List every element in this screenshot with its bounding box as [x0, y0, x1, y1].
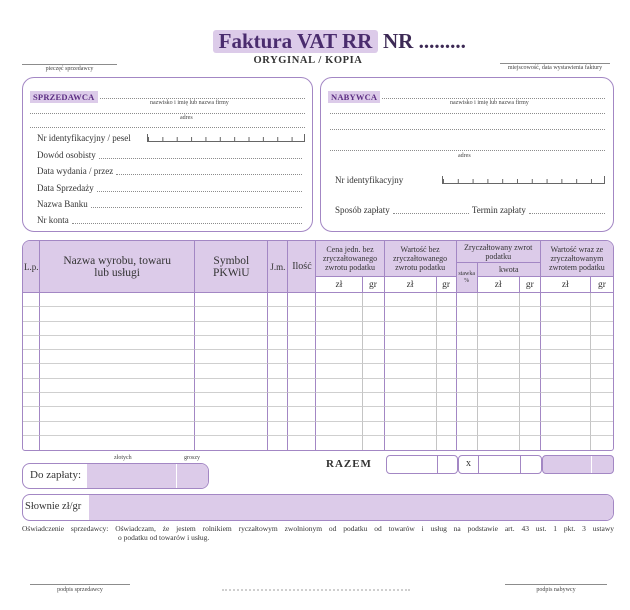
item-cell-qty[interactable] [288, 336, 316, 350]
item-cell-unit-price-zl[interactable] [316, 307, 362, 321]
item-cell-total-value-zl[interactable] [541, 350, 591, 364]
item-cell-unit-price-zl[interactable] [316, 393, 362, 407]
item-cell-refund-amount-gr[interactable] [520, 436, 541, 450]
item-cell-total-value-gr[interactable] [591, 379, 613, 393]
item-cell-net-value-gr[interactable] [437, 393, 457, 407]
total-value-box [542, 455, 614, 474]
buyer-id-label: Nr identyfikacyjny [335, 175, 404, 185]
item-cell-unit-price-gr[interactable] [363, 407, 385, 421]
item-cell-qty[interactable] [288, 407, 316, 421]
item-cell-refund-amount-zl[interactable] [478, 307, 520, 321]
seller-declaration-line-2: o podatku od towarów i usług. [118, 533, 210, 542]
item-cell-refund-rate[interactable] [457, 407, 478, 421]
item-cell-unit[interactable] [268, 350, 288, 364]
item-cell-symbol[interactable] [195, 393, 268, 407]
total-net-value-gr[interactable] [438, 456, 457, 473]
item-cell-total-value-zl[interactable] [541, 336, 591, 350]
item-cell-refund-amount-gr[interactable] [520, 336, 541, 350]
amount-in-words-label: Słownie zł/gr [25, 501, 82, 512]
item-cell-refund-rate[interactable] [457, 336, 478, 350]
item-cell-total-value-zl[interactable] [541, 322, 591, 336]
total-net-value-box [386, 455, 458, 474]
col-header-total-value: Wartość wraz ze zryczałtowanym zwrotem podatku [541, 241, 613, 277]
item-cell-net-value-gr[interactable] [437, 379, 457, 393]
item-row [23, 336, 613, 350]
item-cell-name[interactable] [40, 350, 195, 364]
invoice-title: Faktura VAT RR [213, 30, 378, 53]
item-cell-total-value-zl[interactable] [541, 436, 591, 450]
item-cell-refund-rate[interactable] [457, 393, 478, 407]
item-cell-unit-price-zl[interactable] [316, 322, 362, 336]
item-cell-total-value-zl[interactable] [541, 379, 591, 393]
item-cell-symbol[interactable] [195, 293, 268, 307]
printer-imprint [222, 589, 410, 591]
item-cell-name[interactable] [40, 393, 195, 407]
item-cell-name[interactable] [40, 364, 195, 378]
col-header-net-value-zl: zł [385, 277, 437, 293]
item-cell-symbol[interactable] [195, 307, 268, 321]
item-cell-unit-price-zl[interactable] [316, 293, 362, 307]
item-row [23, 379, 613, 393]
item-cell-net-value-zl[interactable] [385, 393, 437, 407]
item-cell-net-value-gr[interactable] [437, 293, 457, 307]
item-cell-refund-amount-zl[interactable] [478, 336, 520, 350]
seller-account-field[interactable] [72, 223, 302, 224]
item-cell-name[interactable] [40, 407, 195, 421]
item-cell-net-value-gr[interactable] [437, 307, 457, 321]
item-cell-refund-amount-zl[interactable] [478, 350, 520, 364]
seller-signature-line[interactable] [30, 584, 130, 585]
item-cell-refund-rate[interactable] [457, 379, 478, 393]
item-cell-qty[interactable] [288, 322, 316, 336]
seller-stamp-label: pieczęć sprzedawcy [45, 66, 94, 72]
item-cell-name[interactable] [40, 379, 195, 393]
item-cell-refund-rate[interactable] [457, 364, 478, 378]
col-header-lp: L.p. [23, 241, 40, 293]
item-cell-unit[interactable] [268, 293, 288, 307]
item-cell-symbol[interactable] [195, 322, 268, 336]
item-row [23, 322, 613, 336]
seller-bank-row [37, 199, 305, 210]
item-cell-total-value-zl[interactable] [541, 293, 591, 307]
item-cell-symbol[interactable] [195, 422, 268, 436]
total-refund-rate: x [459, 456, 479, 473]
col-header-refund-amount-gr: gr [520, 277, 541, 293]
item-cell-qty[interactable] [288, 393, 316, 407]
item-cell-unit-price-gr[interactable] [363, 293, 385, 307]
item-cell-symbol[interactable] [195, 436, 268, 450]
item-cell-net-value-gr[interactable] [437, 350, 457, 364]
item-cell-refund-amount-gr[interactable] [520, 364, 541, 378]
item-cell-net-value-zl[interactable] [385, 350, 437, 364]
item-cell-net-value-zl[interactable] [385, 422, 437, 436]
item-cell-net-value-gr[interactable] [437, 436, 457, 450]
item-cell-qty[interactable] [288, 364, 316, 378]
amount-due-box [22, 463, 209, 489]
seller-id-card-row [37, 150, 305, 161]
item-cell-net-value-zl[interactable] [385, 407, 437, 421]
amount-in-words-field[interactable] [89, 495, 613, 520]
item-cell-refund-amount-zl[interactable] [478, 379, 520, 393]
col-header-unit: J.m. [268, 241, 288, 293]
item-cell-unit-price-gr[interactable] [363, 336, 385, 350]
item-cell-total-value-gr[interactable] [591, 350, 613, 364]
item-cell-unit[interactable] [268, 379, 288, 393]
col-header-unit-price-gr: gr [363, 277, 385, 293]
seller-account-row [37, 215, 305, 226]
item-cell-symbol[interactable] [195, 379, 268, 393]
amount-due-label: Do zapłaty: [30, 469, 82, 481]
item-cell-total-value-gr[interactable] [591, 422, 613, 436]
item-row [23, 307, 613, 321]
item-cell-net-value-zl[interactable] [385, 307, 437, 321]
amount-in-words-box [22, 494, 614, 521]
item-cell-refund-rate[interactable] [457, 322, 478, 336]
item-cell-refund-amount-zl[interactable] [478, 322, 520, 336]
item-cell-lp[interactable] [23, 293, 40, 307]
item-cell-lp[interactable] [23, 350, 40, 364]
item-cell-symbol[interactable] [195, 364, 268, 378]
item-row [23, 436, 613, 450]
item-cell-total-value-gr[interactable] [591, 307, 613, 321]
seller-address-field[interactable] [30, 113, 305, 114]
item-cell-refund-amount-gr[interactable] [520, 393, 541, 407]
col-header-refund: Zryczałtowany zwrot podatku [457, 241, 541, 263]
buyer-payment-label: Sposób zapłaty [335, 205, 390, 215]
col-header-unit-price-zl: zł [316, 277, 362, 293]
item-cell-unit[interactable] [268, 322, 288, 336]
item-cell-unit-price-gr[interactable] [363, 393, 385, 407]
item-cell-net-value-gr[interactable] [437, 364, 457, 378]
seller-account-label: Nr konta [37, 215, 69, 225]
seller-sale-date-label: Data Sprzedaży [37, 183, 94, 193]
seller-name-hint: nazwisko i imię lub nazwa firmy [150, 100, 229, 106]
amount-due-zl-field[interactable] [87, 464, 177, 488]
seller-id-card-label: Dowód osobisty [37, 150, 96, 160]
buyer-name-field-2[interactable] [330, 113, 605, 114]
item-cell-unit-price-gr[interactable] [363, 350, 385, 364]
items-table [22, 240, 614, 451]
item-cell-unit-price-zl[interactable] [316, 350, 362, 364]
item-cell-lp[interactable] [23, 422, 40, 436]
item-row [23, 393, 613, 407]
item-cell-total-value-gr[interactable] [591, 336, 613, 350]
item-cell-refund-rate[interactable] [457, 436, 478, 450]
item-cell-lp[interactable] [23, 407, 40, 421]
col-header-refund-rate: stawka % [457, 263, 478, 293]
item-cell-net-value-gr[interactable] [437, 422, 457, 436]
total-refund-box [458, 455, 542, 474]
item-row [23, 364, 613, 378]
item-cell-net-value-zl[interactable] [385, 364, 437, 378]
item-cell-refund-amount-zl[interactable] [478, 364, 520, 378]
item-cell-refund-amount-zl[interactable] [478, 422, 520, 436]
item-cell-total-value-gr[interactable] [591, 436, 613, 450]
total-value-gr[interactable] [592, 456, 613, 473]
item-cell-lp[interactable] [23, 322, 40, 336]
buyer-name-hint: nazwisko i imię lub nazwa firmy [450, 100, 529, 106]
item-cell-refund-rate[interactable] [457, 307, 478, 321]
seller-issued-label: Data wydania / przez [37, 166, 114, 176]
buyer-address-field[interactable] [330, 129, 605, 130]
item-cell-refund-amount-zl[interactable] [478, 407, 520, 421]
seller-id-digit-boxes[interactable] [147, 134, 305, 142]
item-cell-unit-price-gr[interactable] [363, 307, 385, 321]
item-cell-lp[interactable] [23, 379, 40, 393]
seller-stamp-line[interactable] [22, 64, 117, 65]
seller-heading: SPRZEDAWCA [30, 91, 98, 103]
item-cell-unit[interactable] [268, 364, 288, 378]
item-cell-symbol[interactable] [195, 407, 268, 421]
buyer-due-label: Termin zapłaty [471, 205, 526, 215]
item-cell-name[interactable] [40, 322, 195, 336]
item-cell-total-value-gr[interactable] [591, 364, 613, 378]
item-cell-total-value-zl[interactable] [541, 407, 591, 421]
item-cell-net-value-zl[interactable] [385, 379, 437, 393]
item-row [23, 407, 613, 421]
item-cell-total-value-zl[interactable] [541, 393, 591, 407]
item-cell-net-value-gr[interactable] [437, 407, 457, 421]
item-cell-unit-price-zl[interactable] [316, 336, 362, 350]
item-cell-qty[interactable] [288, 422, 316, 436]
totals-label: RAZEM [326, 458, 372, 470]
seller-id-card-field[interactable] [99, 158, 302, 159]
buyer-address-field-2[interactable] [330, 150, 605, 151]
item-cell-lp[interactable] [23, 436, 40, 450]
item-cell-unit-price-gr[interactable] [363, 436, 385, 450]
items-table-body [23, 293, 613, 450]
item-cell-name[interactable] [40, 436, 195, 450]
item-cell-net-value-zl[interactable] [385, 293, 437, 307]
item-cell-lp[interactable] [23, 336, 40, 350]
zlotych-label: złotych [114, 455, 132, 461]
item-cell-refund-amount-gr[interactable] [520, 307, 541, 321]
col-header-refund-amount-zl: zł [478, 277, 520, 293]
col-header-refund-amount: kwota [478, 263, 541, 277]
item-cell-qty[interactable] [288, 379, 316, 393]
item-cell-net-value-zl[interactable] [385, 322, 437, 336]
seller-issued-row [37, 166, 305, 177]
item-cell-net-value-gr[interactable] [437, 322, 457, 336]
col-header-net-value-gr: gr [437, 277, 457, 293]
buyer-address-hint: adres [458, 153, 471, 159]
item-cell-unit[interactable] [268, 307, 288, 321]
item-row [23, 293, 613, 307]
col-header-total-value-gr: gr [591, 277, 613, 293]
item-cell-unit[interactable] [268, 407, 288, 421]
item-cell-refund-amount-gr[interactable] [520, 422, 541, 436]
item-cell-unit[interactable] [268, 336, 288, 350]
item-cell-refund-rate[interactable] [457, 350, 478, 364]
item-cell-unit-price-gr[interactable] [363, 422, 385, 436]
item-cell-total-value-zl[interactable] [541, 364, 591, 378]
item-cell-unit-price-gr[interactable] [363, 322, 385, 336]
item-cell-total-value-zl[interactable] [541, 307, 591, 321]
seller-issued-field[interactable] [116, 174, 302, 175]
item-cell-name[interactable] [40, 307, 195, 321]
total-refund-amount-gr[interactable] [521, 456, 541, 473]
buyer-name-field[interactable] [382, 98, 605, 99]
buyer-signature-label: podpis nabywcy [536, 587, 576, 593]
item-cell-name[interactable] [40, 336, 195, 350]
item-cell-unit-price-zl[interactable] [316, 407, 362, 421]
seller-address-hint: adres [180, 115, 193, 121]
total-value-zl[interactable] [543, 456, 592, 473]
total-net-value-zl[interactable] [387, 456, 438, 473]
place-date-line[interactable] [500, 63, 610, 64]
item-cell-net-value-zl[interactable] [385, 436, 437, 450]
col-header-unit-price: Cena jedn. bez zryczałtowanego zwrotu podatku [316, 241, 384, 277]
seller-name-field[interactable] [100, 98, 305, 99]
item-cell-lp[interactable] [23, 307, 40, 321]
item-cell-refund-amount-gr[interactable] [520, 322, 541, 336]
item-cell-qty[interactable] [288, 436, 316, 450]
item-cell-refund-amount-zl[interactable] [478, 436, 520, 450]
buyer-payment-row [335, 205, 605, 216]
item-cell-qty[interactable] [288, 350, 316, 364]
buyer-heading: NABYWCA [328, 91, 380, 103]
item-cell-symbol[interactable] [195, 350, 268, 364]
item-cell-unit[interactable] [268, 393, 288, 407]
seller-id-label: Nr identyfikacyjny / pesel [37, 133, 131, 143]
buyer-id-digit-boxes[interactable] [442, 176, 605, 184]
item-cell-name[interactable] [40, 293, 195, 307]
invoice-number-label: NR ......... [383, 29, 466, 53]
item-cell-net-value-gr[interactable] [437, 336, 457, 350]
place-date-label: miejscowość, data wystawienia faktury [507, 65, 603, 71]
item-cell-total-value-gr[interactable] [591, 322, 613, 336]
item-cell-refund-amount-zl[interactable] [478, 393, 520, 407]
item-row [23, 350, 613, 364]
item-cell-lp[interactable] [23, 364, 40, 378]
item-cell-unit[interactable] [268, 422, 288, 436]
col-header-name: Nazwa wyrobu, towaru lub usługi [40, 241, 195, 293]
item-cell-refund-amount-gr[interactable] [520, 350, 541, 364]
item-cell-unit-price-zl[interactable] [316, 364, 362, 378]
seller-bank-label: Nazwa Banku [37, 199, 88, 209]
col-header-qty: Ilość [288, 241, 316, 293]
item-cell-total-value-gr[interactable] [591, 393, 613, 407]
seller-declaration-line-1: Oświadczenie sprzedawcy: Oświadczam, że jestem rolnikiem ryczałtowym zwolnionym od podatku od towarów i usług na podstawie art. 43 ust. 1 pkt. 3 ustawy [22, 524, 614, 533]
seller-bank-field[interactable] [91, 207, 302, 208]
amount-due-gr-field[interactable] [177, 464, 208, 488]
item-cell-unit-price-zl[interactable] [316, 422, 362, 436]
item-cell-refund-amount-zl[interactable] [478, 293, 520, 307]
item-cell-lp[interactable] [23, 393, 40, 407]
item-cell-unit-price-gr[interactable] [363, 379, 385, 393]
item-cell-unit-price-zl[interactable] [316, 379, 362, 393]
buyer-due-field[interactable] [529, 213, 605, 214]
seller-address-field-2[interactable] [30, 127, 305, 128]
item-cell-total-value-zl[interactable] [541, 422, 591, 436]
buyer-signature-line[interactable] [505, 584, 607, 585]
item-cell-refund-amount-gr[interactable] [520, 293, 541, 307]
col-header-symbol: Symbol PKWiU [195, 241, 268, 293]
item-cell-net-value-zl[interactable] [385, 336, 437, 350]
item-cell-total-value-gr[interactable] [591, 407, 613, 421]
copy-type-label: ORYGINAL / KOPIA [253, 55, 363, 66]
item-cell-unit-price-zl[interactable] [316, 436, 362, 450]
item-cell-total-value-gr[interactable] [591, 293, 613, 307]
item-cell-name[interactable] [40, 422, 195, 436]
item-cell-symbol[interactable] [195, 336, 268, 350]
groszy-label: groszy [184, 455, 200, 461]
buyer-payment-field[interactable] [393, 213, 469, 214]
item-cell-qty[interactable] [288, 293, 316, 307]
item-cell-refund-amount-gr[interactable] [520, 379, 541, 393]
item-cell-qty[interactable] [288, 307, 316, 321]
item-cell-refund-rate[interactable] [457, 293, 478, 307]
col-header-total-value-zl: zł [541, 277, 591, 293]
item-cell-unit-price-gr[interactable] [363, 364, 385, 378]
item-row [23, 422, 613, 436]
col-header-net-value: Wartość bez zryczałtowanego zwrotu podatku [385, 241, 457, 277]
seller-signature-label: podpis sprzedawcy [57, 587, 103, 593]
seller-sale-date-field[interactable] [97, 191, 302, 192]
item-cell-refund-amount-gr[interactable] [520, 407, 541, 421]
seller-declaration [22, 524, 614, 542]
total-refund-amount-zl[interactable] [479, 456, 521, 473]
seller-sale-date-row [37, 183, 305, 194]
item-cell-refund-rate[interactable] [457, 422, 478, 436]
item-cell-unit[interactable] [268, 436, 288, 450]
